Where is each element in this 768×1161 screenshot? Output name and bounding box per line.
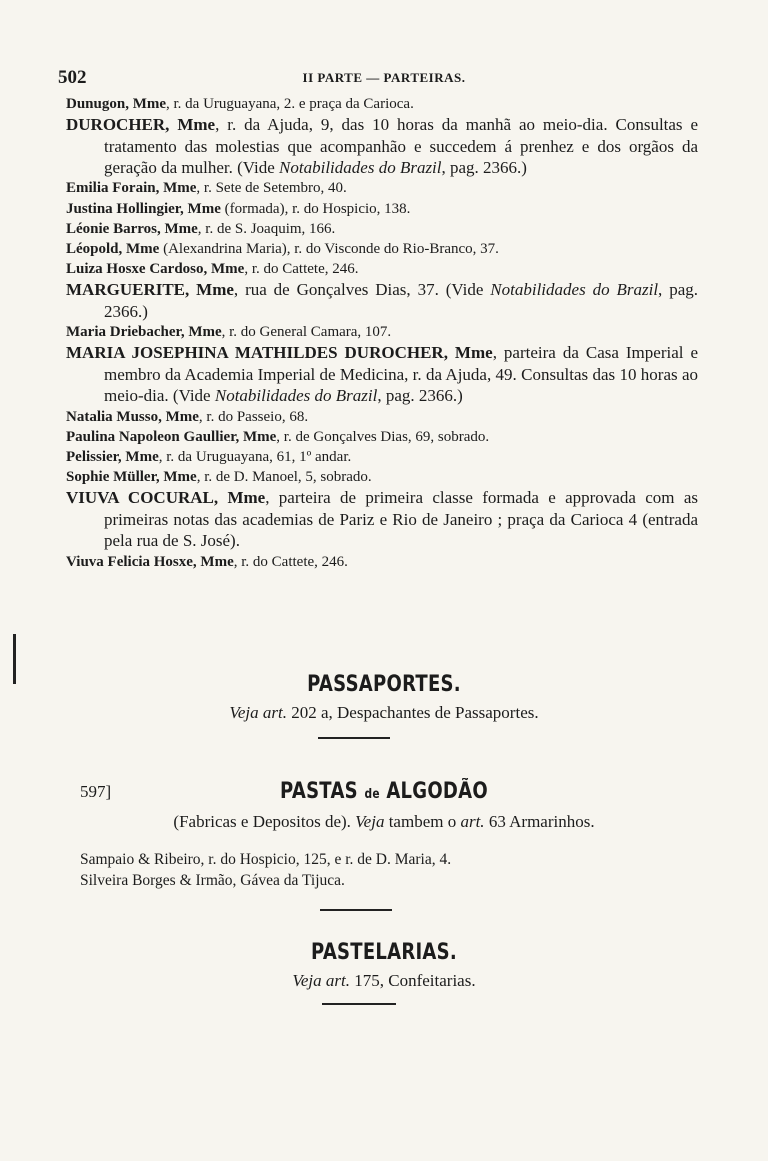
directory-entry [66, 342, 698, 406]
entry-text: , r. de S. Joaquim, 166. [197, 220, 336, 237]
entry-name: Paulina Napoleon Gaullier, Mme [66, 428, 277, 445]
directory-entry [66, 219, 698, 239]
pastelarias-ref-text: 175, Confeitarias. [350, 971, 476, 990]
entry-name: Dunugon, Mme [66, 96, 167, 112]
parteiras-list [66, 94, 698, 572]
directory-entry [66, 407, 698, 427]
pastas-sub-veja: Veja [355, 812, 385, 831]
pastas-list [80, 849, 700, 891]
section-title-passaportes: PASSAPORTES. [307, 672, 461, 697]
entry-name: Pelissier, Mme [66, 449, 159, 466]
entry-reference-page: , pag. 2366.) [104, 280, 698, 321]
entry-text: , r. da Uruguayana, 61, 1º andar. [158, 449, 352, 466]
entry-name: Justina Hollingier, Mme [66, 200, 221, 217]
directory-entry [66, 178, 698, 198]
passaportes-ref-text: 202 a, Despachantes de Passaportes. [286, 703, 539, 722]
entry-text: , parteira da Casa Imperial e membro da Academia Imperial de Medicina, r. da Ajuda, 49. Consultas das 10 horas ao meio-dia. (Vide [104, 343, 699, 406]
margin-mark [13, 634, 16, 684]
entry-name: Léopold, Mme [66, 241, 160, 258]
page-header [58, 67, 710, 91]
veja-art-label: Veja art. [292, 971, 350, 990]
entry-text: (formada), r. do Hospicio, 138. [220, 200, 411, 217]
entry-text: , r. de D. Manoel, 5, sobrado. [196, 469, 372, 486]
pastas-title-de: de [364, 787, 380, 802]
pastas-sub-b: tambem o [384, 812, 461, 831]
entry-name: Luiza Hosxe Cardoso, Mme [66, 261, 245, 278]
directory-entry [66, 114, 698, 178]
entry-text: (Alexandrina Maria), r. do Visconde do Rio-Branco, 37. [159, 241, 499, 258]
page-number: 502 [58, 67, 87, 88]
directory-entry [66, 447, 698, 467]
entry-text: , r. do General Camara, 107. [221, 324, 392, 341]
section-divider [322, 1003, 396, 1005]
directory-entry [66, 239, 698, 259]
entry-reference-title: Notabilidades do Brazil [279, 158, 442, 178]
entry-name: Léonie Barros, Mme [66, 220, 198, 237]
directory-entry [66, 552, 698, 572]
article-marker: 597] [80, 782, 112, 801]
directory-entry [66, 259, 698, 279]
entry-text: , rua de Gonçalves Dias, 37. (Vide [233, 280, 491, 300]
directory-entry [66, 467, 698, 487]
entry-name: VIUVA COCURAL, Mme [66, 488, 266, 508]
entry-name: Sophie Müller, Mme [66, 469, 197, 486]
directory-entry [66, 279, 698, 322]
entry-name: Natalia Musso, Mme [66, 408, 199, 425]
section-title-pastas [69, 779, 699, 804]
running-head: II PARTE — PARTEIRAS. [302, 70, 466, 85]
pastas-sub-a: (Fabricas e Depositos de). [173, 812, 356, 831]
entry-text: , parteira de primeira classe formada e approvada com as primeiras notas das academias de Pariz e Rio de Janeiro ; praça da Carioca 4 (entrada pela rua de S. José). [104, 488, 698, 551]
entry-text: , r. do Passeio, 68. [198, 408, 309, 425]
entry-name: Emilia Forain, Mme [66, 180, 197, 197]
entry-reference-page: , pag. 2366.) [377, 386, 463, 406]
entry-name: Viuva Felicia Hosxe, Mme [66, 553, 234, 570]
directory-entry [66, 487, 698, 551]
list-item: Sampaio & Ribeiro, r. do Hospicio, 125, e r. de D. Maria, 4. [80, 851, 452, 868]
entry-name: MARGUERITE, Mme [66, 280, 234, 300]
section-divider [320, 909, 392, 911]
pastas-title-a: PASTAS [280, 779, 358, 804]
veja-art-label: Veja art. [229, 703, 287, 722]
entry-reference-title: Notabilidades do Brazil [490, 280, 659, 300]
section-divider [318, 737, 390, 739]
entry-reference-page: , pag. 2366.) [441, 158, 527, 178]
directory-entry [66, 322, 698, 342]
entry-text: , r. do Cattete, 246. [244, 261, 359, 278]
pastelarias-reference [0, 971, 768, 991]
entry-text: , r. Sete de Setembro, 40. [196, 180, 347, 197]
list-item: Silveira Borges & Irmão, Gávea da Tijuca. [80, 872, 345, 889]
directory-entry [66, 427, 698, 447]
entry-name: MARIA JOSEPHINA MATHILDES DUROCHER, Mme [66, 343, 493, 363]
passaportes-reference [0, 703, 768, 723]
pastas-sub-c: 63 Armarinhos. [484, 812, 595, 831]
entry-reference-title: Notabilidades do Brazil [214, 386, 378, 406]
section-title-pastelarias: PASTELARIAS. [311, 940, 457, 965]
pastas-sub-art: art. [460, 812, 485, 831]
entry-text: , r. da Ajuda, 9, das 10 horas da manhã ao meio-dia. Consultas e tratamento das molestias que acompanhão e succedem á prenhez e dos orgãos da geração da mulher. (Vide [104, 115, 699, 178]
pastas-title-b: ALGODÃO [386, 779, 488, 804]
entry-name: Maria Driebacher, Mme [66, 324, 222, 341]
directory-entry [66, 94, 698, 114]
directory-entry [66, 199, 698, 219]
pastas-subtitle [0, 812, 768, 832]
entry-text: , r. da Uruguayana, 2. e praça da Carioca. [166, 96, 414, 112]
entry-name: DUROCHER, Mme [66, 115, 216, 135]
entry-text: , r. do Cattete, 246. [233, 553, 348, 570]
entry-text: , r. de Gonçalves Dias, 69, sobrado. [276, 428, 490, 445]
